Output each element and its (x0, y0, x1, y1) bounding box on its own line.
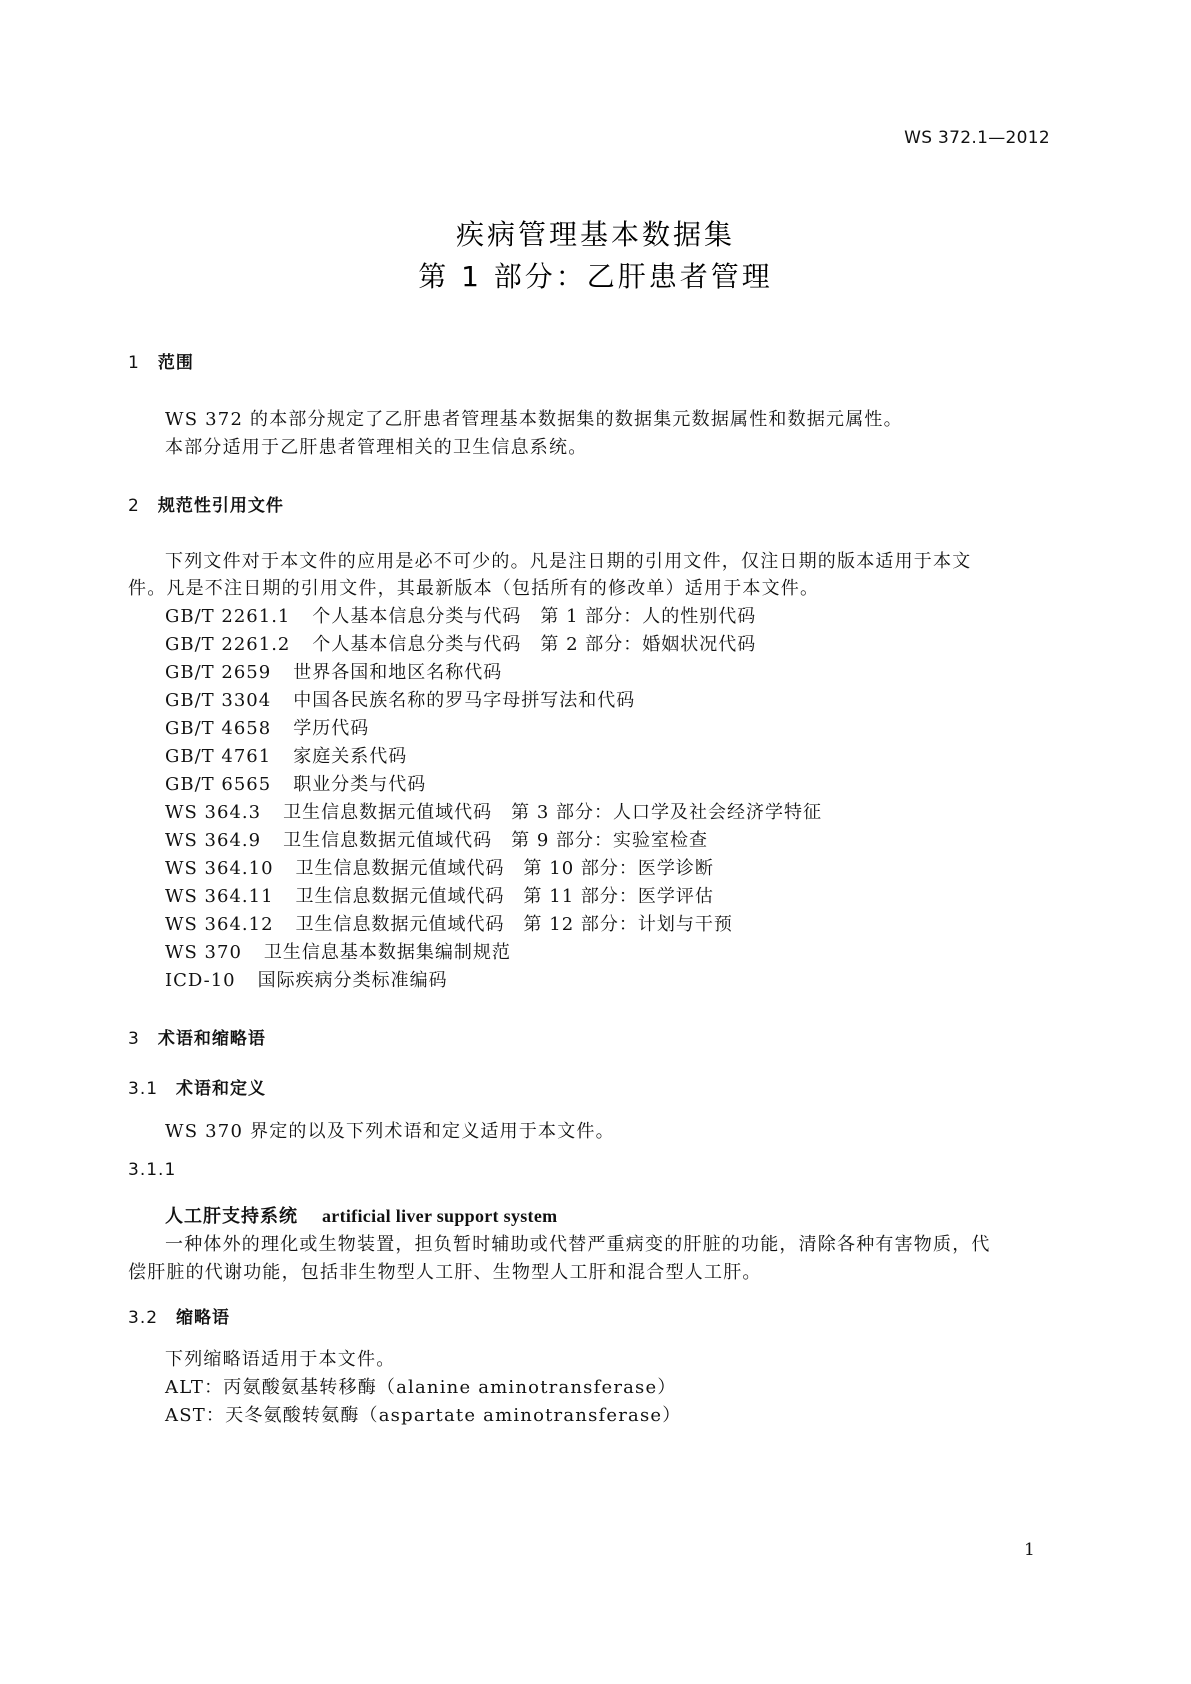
reference-code: GB/T 4658 (165, 718, 272, 739)
section-3-heading (128, 1024, 266, 1049)
section-title: 缩略语 (176, 1308, 231, 1328)
section-number: 2 (128, 496, 140, 516)
reference-item (165, 714, 369, 740)
section-number: 3 (128, 1029, 140, 1049)
reference-item (165, 910, 733, 936)
reference-code: GB/T 3304 (165, 690, 272, 711)
reference-code: WS 364.9 (165, 830, 262, 851)
term-definition: 偿肝脏的代谢功能，包括非生物型人工肝、生物型人工肝和混合型人工肝。 (128, 1262, 762, 1283)
reference-title: 卫生信息数据元值域代码 第 12 部分：计划与干预 (295, 914, 733, 935)
term-entry (165, 1202, 557, 1228)
reference-title: 个人基本信息分类与代码 第 1 部分：人的性别代码 (312, 606, 757, 627)
paragraph: WS 372 的本部分规定了乙肝患者管理基本数据集的数据集元数据属性和数据元属性。 (165, 409, 903, 430)
reference-title: 职业分类与代码 (293, 774, 427, 795)
section-title: 规范性引用文件 (157, 496, 284, 516)
reference-item (165, 966, 448, 992)
reference-item (165, 602, 756, 628)
term-number: 3.1.1 (128, 1160, 177, 1180)
reference-title: 家庭关系代码 (293, 746, 408, 767)
paragraph: 本部分适用于乙肝患者管理相关的卫生信息系统。 (165, 437, 588, 458)
section-number: 1 (128, 353, 140, 373)
reference-item (165, 798, 822, 824)
reference-item (165, 630, 756, 656)
section-title: 术语和定义 (176, 1079, 267, 1099)
section-title: 范围 (157, 353, 194, 373)
reference-title: 卫生信息数据元值域代码 第 9 部分：实验室检查 (283, 830, 708, 851)
paragraph: WS 370 界定的以及下列术语和定义适用于本文件。 (165, 1121, 615, 1142)
reference-title: 卫生信息基本数据集编制规范 (263, 942, 511, 963)
reference-item (165, 742, 407, 768)
reference-code: WS 370 (165, 942, 242, 963)
reference-code: WS 364.3 (165, 802, 262, 823)
reference-code: ICD-10 (165, 970, 236, 991)
reference-title: 学历代码 (293, 718, 370, 739)
section-2-heading (128, 491, 284, 516)
reference-item (165, 658, 502, 684)
paragraph: 件。凡是不注日期的引用文件，其最新版本（包括所有的修改单）适用于本文件。 (128, 578, 820, 599)
term-chinese: 人工肝支持系统 (165, 1206, 298, 1227)
standard-code: WS 372.1—2012 (904, 128, 1050, 148)
paragraph: 下列缩略语适用于本文件。 (165, 1349, 396, 1370)
reference-item (165, 770, 426, 796)
section-number: 3.2 (128, 1308, 159, 1328)
term-english: artificial liver support system (322, 1206, 558, 1226)
reference-title: 卫生信息数据元值域代码 第 3 部分：人口学及社会经济学特征 (283, 802, 822, 823)
reference-title: 卫生信息数据元值域代码 第 11 部分：医学评估 (295, 886, 714, 907)
term-definition: 一种体外的理化或生物装置，担负暂时辅助或代替严重病变的肝脏的功能，清除各种有害物质，代 (165, 1234, 991, 1255)
reference-code: GB/T 2261.2 (165, 634, 291, 655)
page-number: 1 (1024, 1540, 1035, 1560)
reference-code: WS 364.10 (165, 858, 274, 879)
reference-item (165, 938, 511, 964)
document-subtitle: 第 1 部分：乙肝患者管理 (418, 260, 773, 293)
reference-code: GB/T 2261.1 (165, 606, 291, 627)
reference-code: GB/T 4761 (165, 746, 272, 767)
section-title: 术语和缩略语 (157, 1029, 266, 1049)
abbreviation-item: ALT：丙氨酸氨基转移酶（alanine aminotransferase） (165, 1377, 677, 1398)
reference-item (165, 854, 714, 880)
reference-code: GB/T 6565 (165, 774, 272, 795)
section-1-heading (128, 348, 194, 373)
reference-title: 中国各民族名称的罗马字母拼写法和代码 (293, 690, 636, 711)
reference-item (165, 686, 635, 712)
reference-title: 国际疾病分类标准编码 (257, 970, 448, 991)
reference-code: WS 364.11 (165, 886, 274, 907)
subsection-3-2-heading (128, 1303, 230, 1328)
subsection-3-1-heading (128, 1074, 266, 1099)
reference-item (165, 826, 708, 852)
reference-title: 卫生信息数据元值域代码 第 10 部分：医学诊断 (295, 858, 714, 879)
section-number: 3.1 (128, 1079, 159, 1099)
reference-title: 世界各国和地区名称代码 (293, 662, 503, 683)
reference-title: 个人基本信息分类与代码 第 2 部分：婚姻状况代码 (312, 634, 757, 655)
paragraph: 下列文件对于本文件的应用是必不可少的。凡是注日期的引用文件，仅注日期的版本适用于本文 (165, 551, 972, 572)
reference-code: WS 364.12 (165, 914, 274, 935)
reference-code: GB/T 2659 (165, 662, 272, 683)
document-title: 疾病管理基本数据集 (455, 218, 735, 251)
abbreviation-item: AST：天冬氨酸转氨酶（aspartate aminotransferase） (165, 1405, 682, 1426)
reference-item (165, 882, 714, 908)
